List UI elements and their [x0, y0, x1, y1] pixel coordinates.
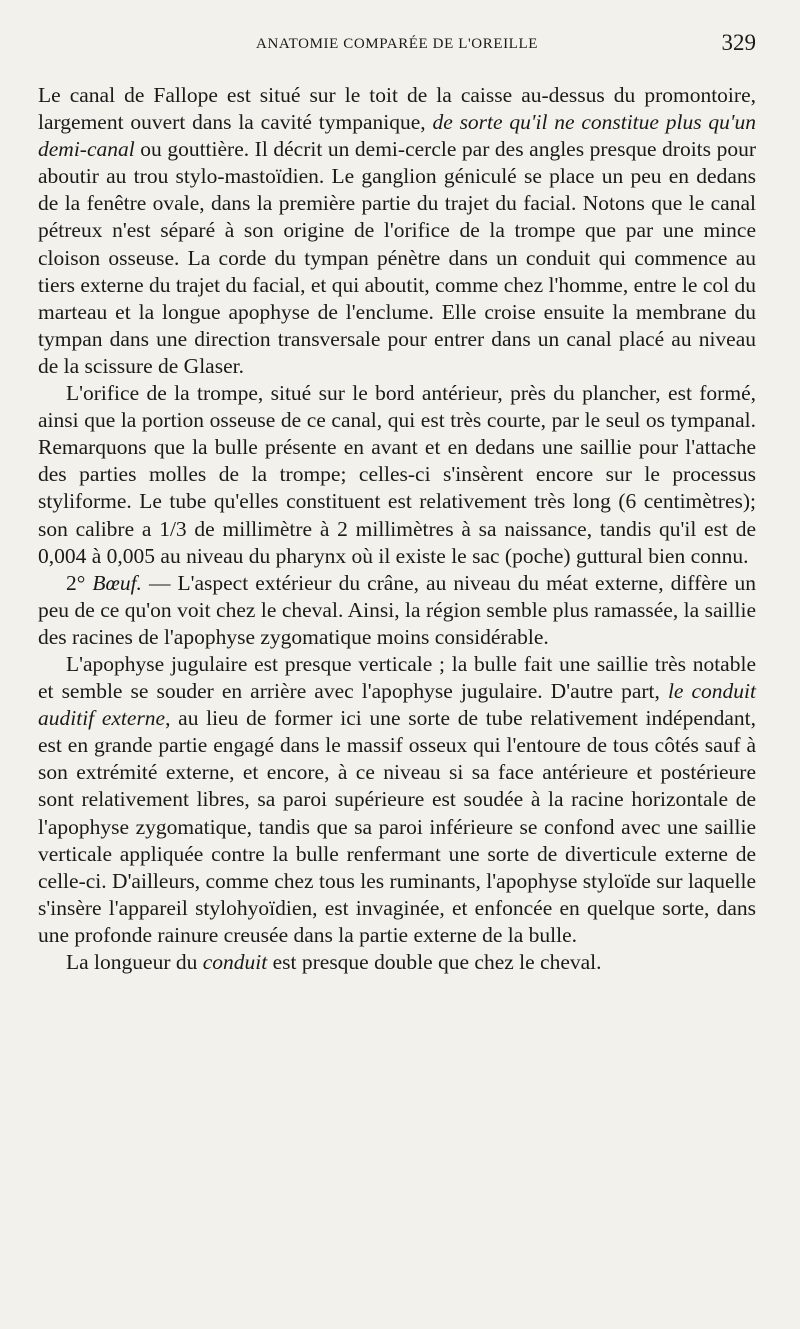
body-text [38, 82, 756, 976]
running-title: ANATOMIE COMPARÉE DE L'OREILLE [256, 36, 538, 52]
text-segment: L'orifice de la trompe, situé sur le bord antérieur, près du plancher, est formé, ainsi que la portion osseuse de ce canal, qui est très courte, par le seul os tympanal. Remarquons que la bulle présente en avant et en dedans une saillie pour l'attache des parties molles de la trompe; celles-ci s'insèrent encore sur le processus styliforme. Le tube qu'elles constituent est relativement très long (6 centimètres); son calibre a 1/3 de millimètre à 2 millimètres à sa naissance, tandis qu'il est de 0,004 à 0,005 au niveau du pharynx où il existe le sac (poche) guttural bien connu. [38, 381, 756, 568]
text-segment: La longueur du [66, 950, 203, 974]
paragraph-jugular-process [38, 651, 756, 949]
text-segment: , au lieu de former ici une sorte de tube relativement indépendant, est en grande partie engagé dans le massif osseux qui l'entoure de tous côtés sauf à son extrémité externe, et encore, à ce niveau si sa face antérieure et postérieure sont relativement libres, sa paroi supérieure est soudée à la racine horizontale de l'apophyse zygomatique, tandis que sa paroi inférieure se confond avec une saillie verticale appliquée contre la bulle renfermant une sorte de diverticule externe de celle-ci. D'ailleurs, comme chez tous les ruminants, l'apophyse styloïde sur laquelle s'insère l'appareil stylohyoïdien, est invaginée, et enfoncée en quelque sorte, dans une profonde rainure creusée dans la partie externe de la bulle. [38, 706, 756, 947]
text-segment: Le canal de Fallope est situé sur le toit de la caisse au-dessus du promontoire, largement ouvert dans la cavité tympanique, [38, 83, 756, 135]
page-header [38, 30, 756, 62]
section-heading: Bœuf. [92, 570, 142, 595]
page-number: 329 [721, 30, 756, 55]
paragraph-ox-section [38, 570, 756, 651]
paragraph-canal-length [38, 949, 756, 976]
section-number: 2° [66, 570, 93, 595]
text-segment: ou gouttière. Il décrit un demi-cercle par des angles presque droits pour aboutir au trou stylo-mastoïdien. Le ganglion géniculé se place un peu en dedans de la fenêtre ovale, dans la première partie du trajet du facial. Notons que le canal pétreux n'est séparé à son origine de l'orifice de la trompe que par une mince cloison osseuse. La corde du tympan pénètre dans un conduit qui commence au tiers externe du trajet du facial, et qui aboutit, comme chez l'homme, entre le col du marteau et la longue apophyse de l'enclume. Elle croise ensuite la membrane du tympan dans une direction transversale pour entrer dans un canal placé au niveau de la scissure de Glaser. [38, 137, 756, 378]
italic-segment: conduit [202, 950, 268, 974]
paragraph-eustachian-tube [38, 380, 756, 570]
italic-segment: de sorte qu'il ne constitue plus qu'un demi-canal [38, 110, 756, 162]
text-segment: est presque double que chez le cheval. [267, 950, 602, 974]
paragraph-facial-canal [38, 82, 756, 380]
italic-segment: le conduit auditif externe [38, 679, 756, 731]
text-segment: L'apophyse jugulaire est presque verticale ; la bulle fait une saillie très notable et semble se souder en arrière avec l'apophyse jugulaire. D'autre part, [38, 651, 756, 704]
text-segment: — L'aspect extérieur du crâne, au niveau du méat externe, diffère un peu de ce qu'on voit chez le cheval. Ainsi, la région semble plus ramassée, la saillie des racines de l'apophyse zygomatique moins considérable. [38, 570, 756, 649]
